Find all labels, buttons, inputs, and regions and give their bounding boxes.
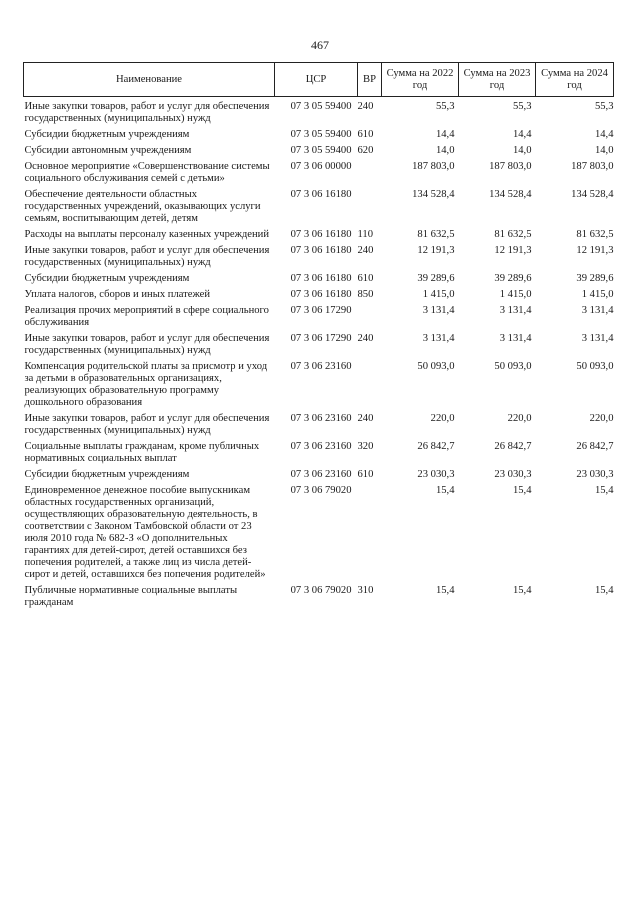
table-body (24, 97, 614, 610)
row-sum-2024: 12 191,3 (576, 245, 614, 256)
row-sum-2023: 50 093,0 (494, 361, 532, 372)
table-row (24, 437, 614, 465)
table-row (24, 225, 614, 241)
row-sum-2024: 14,4 (594, 129, 614, 140)
row-name: Иные закупки товаров, работ и услуг для обеспечения государственных (муниципальных) нужд (24, 101, 270, 124)
page-number: 467 (311, 38, 329, 52)
row-name: Расходы на выплаты персоналу казенных учреждений (24, 229, 269, 240)
row-sum-2022: 3 131,4 (422, 305, 455, 316)
row-sum-2024: 3 131,4 (581, 305, 614, 316)
header-sum-2023: Сумма на 2023 год (459, 63, 536, 97)
row-csr: 07 3 06 23160 (290, 413, 352, 424)
table-row (24, 329, 614, 357)
row-vr: 110 (357, 229, 373, 240)
row-csr: 07 3 06 23160 (290, 361, 352, 372)
row-sum-2024: 39 289,6 (576, 273, 614, 284)
row-name: Субсидии автономным учреждениям (24, 145, 192, 156)
row-sum-2022: 1 415,0 (422, 289, 455, 300)
row-name: Субсидии бюджетным учреждениям (24, 469, 190, 480)
header-sum-2024: Сумма на 2024 год (536, 63, 614, 97)
row-sum-2023: 55,3 (512, 101, 532, 112)
table-row (24, 125, 614, 141)
row-sum-2024: 3 131,4 (581, 333, 614, 344)
row-name: Единовременное денежное пособие выпускникам областных государственных организаций, осуществляющих образовательную деятельность, в соответствии с Законом Тамбовской области от 23 июля 2010 года № 682-З «О дополнительных гарантиях для детей-сирот, детей оставшихся без попечения родителей, а также лиц из числа детей-сирот и детей, оставшихся без попечения родителей» (24, 485, 266, 580)
header-sum-2022: Сумма на 2022 год (382, 63, 459, 97)
row-sum-2024: 15,4 (594, 485, 614, 496)
row-sum-2023: 23 030,3 (494, 469, 532, 480)
table-row (24, 301, 614, 329)
row-sum-2022: 14,4 (435, 129, 455, 140)
row-sum-2022: 220,0 (430, 413, 455, 424)
row-sum-2023: 14,0 (512, 145, 532, 156)
table-row (24, 465, 614, 481)
row-csr: 07 3 06 16180 (290, 229, 352, 240)
row-sum-2023: 39 289,6 (494, 273, 532, 284)
row-name: Уплата налогов, сборов и иных платежей (24, 289, 211, 300)
row-sum-2022: 12 191,3 (417, 245, 455, 256)
row-csr: 07 3 06 00000 (290, 161, 352, 172)
row-name: Субсидии бюджетным учреждениям (24, 273, 190, 284)
row-csr: 07 3 06 79020 (290, 485, 352, 496)
header-csr: ЦСР (275, 63, 358, 97)
row-sum-2022: 187 803,0 (412, 161, 455, 172)
row-name: Обеспечение деятельности областных государственных учреждений, оказывающих услуги семьям, воспитывающим детей, детям (24, 189, 261, 224)
header-name: Наименование (24, 63, 275, 97)
row-sum-2024: 220,0 (589, 413, 614, 424)
row-vr (358, 185, 382, 225)
row-name: Основное мероприятие «Совершенствование системы социального обслуживания семей с детьми» (24, 161, 270, 184)
row-sum-2023: 1 415,0 (499, 289, 532, 300)
row-sum-2022: 50 093,0 (417, 361, 455, 372)
row-sum-2023: 220,0 (507, 413, 532, 424)
row-vr: 240 (357, 333, 374, 344)
row-csr: 07 3 06 16180 (290, 273, 352, 284)
row-sum-2022: 15,4 (435, 485, 455, 496)
row-sum-2024: 1 415,0 (581, 289, 614, 300)
row-vr: 620 (357, 145, 374, 156)
table-row (24, 357, 614, 409)
table-header-row (24, 63, 614, 97)
row-sum-2024: 26 842,7 (576, 441, 614, 452)
row-csr: 07 3 06 79020 (290, 585, 352, 596)
row-name: Публичные нормативные социальные выплаты гражданам (24, 585, 238, 608)
row-vr: 610 (357, 469, 374, 480)
row-vr (358, 157, 382, 185)
row-sum-2022: 39 289,6 (417, 273, 455, 284)
row-sum-2024: 134 528,4 (571, 189, 614, 200)
row-name: Социальные выплаты гражданам, кроме публичных нормативных социальных выплат (24, 441, 260, 464)
row-vr: 310 (357, 585, 374, 596)
row-csr: 07 3 06 16180 (290, 189, 352, 200)
row-sum-2024: 55,3 (594, 101, 614, 112)
row-sum-2024: 50 093,0 (576, 361, 614, 372)
row-sum-2023: 81 632,5 (494, 229, 532, 240)
row-vr (358, 301, 382, 329)
row-sum-2022: 81 632,5 (417, 229, 455, 240)
table-row (24, 269, 614, 285)
row-sum-2023: 12 191,3 (494, 245, 532, 256)
row-csr: 07 3 06 17290 (290, 305, 352, 316)
row-sum-2023: 134 528,4 (489, 189, 532, 200)
row-vr: 320 (357, 441, 374, 452)
row-name: Компенсация родительской платы за присмотр и уход за детьми в образовательных организациях, реализующих образовательную программу дошкольного образования (24, 361, 268, 408)
table-row (24, 241, 614, 269)
row-sum-2022: 14,0 (435, 145, 455, 156)
row-name: Иные закупки товаров, работ и услуг для обеспечения государственных (муниципальных) нужд (24, 333, 270, 356)
row-name: Субсидии бюджетным учреждениям (24, 129, 190, 140)
row-vr: 240 (357, 101, 374, 112)
row-sum-2024: 14,0 (594, 145, 614, 156)
row-csr: 07 3 06 16180 (290, 245, 352, 256)
row-sum-2023: 15,4 (512, 485, 532, 496)
row-sum-2023: 3 131,4 (499, 305, 532, 316)
row-sum-2024: 23 030,3 (576, 469, 614, 480)
row-csr: 07 3 06 23160 (290, 441, 352, 452)
row-sum-2024: 81 632,5 (576, 229, 614, 240)
row-name: Иные закупки товаров, работ и услуг для обеспечения государственных (муниципальных) нужд (24, 413, 270, 436)
row-sum-2022: 55,3 (435, 101, 455, 112)
row-csr: 07 3 05 59400 (290, 101, 352, 112)
table-row (24, 185, 614, 225)
row-vr (358, 357, 382, 409)
row-sum-2024: 187 803,0 (571, 161, 614, 172)
row-sum-2023: 3 131,4 (499, 333, 532, 344)
table-row (24, 409, 614, 437)
row-sum-2022: 15,4 (435, 585, 455, 596)
row-sum-2022: 26 842,7 (417, 441, 455, 452)
row-csr: 07 3 06 16180 (290, 289, 352, 300)
row-name: Иные закупки товаров, работ и услуг для обеспечения государственных (муниципальных) нужд (24, 245, 270, 268)
row-name: Реализация прочих мероприятий в сфере социального обслуживания (24, 305, 269, 328)
row-vr: 610 (357, 129, 374, 140)
row-sum-2023: 14,4 (512, 129, 532, 140)
row-sum-2024: 15,4 (594, 585, 614, 596)
header-vr: ВР (358, 63, 382, 97)
row-vr: 240 (357, 413, 374, 424)
row-sum-2022: 134 528,4 (412, 189, 455, 200)
row-sum-2022: 23 030,3 (417, 469, 455, 480)
row-vr: 240 (357, 245, 374, 256)
table-row (24, 581, 614, 609)
table-row (24, 157, 614, 185)
row-csr: 07 3 06 23160 (290, 469, 352, 480)
budget-table (23, 62, 614, 609)
table-row (24, 285, 614, 301)
row-sum-2023: 26 842,7 (494, 441, 532, 452)
table-row (24, 141, 614, 157)
row-vr (358, 481, 382, 581)
table-row (24, 481, 614, 581)
row-vr: 850 (357, 289, 374, 300)
row-sum-2023: 187 803,0 (489, 161, 532, 172)
row-csr: 07 3 05 59400 (290, 145, 352, 156)
row-vr: 610 (357, 273, 374, 284)
row-sum-2022: 3 131,4 (422, 333, 455, 344)
row-csr: 07 3 06 17290 (290, 333, 352, 344)
row-csr: 07 3 05 59400 (290, 129, 352, 140)
row-sum-2023: 15,4 (512, 585, 532, 596)
table-row (24, 97, 614, 126)
